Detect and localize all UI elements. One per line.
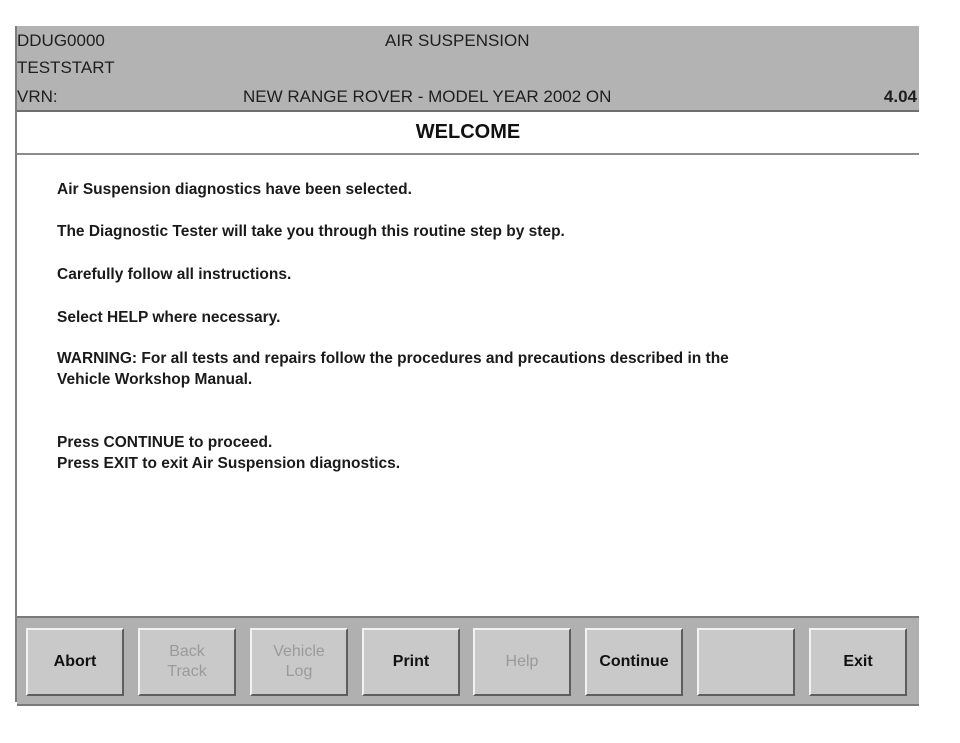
back-track-label: Back Track xyxy=(167,643,207,680)
system-title: AIR SUSPENSION xyxy=(385,31,530,50)
vehicle-model: NEW RANGE ROVER - MODEL YEAR 2002 ON xyxy=(243,87,612,106)
instruction-line: Air Suspension diagnostics have been selected. xyxy=(57,181,412,198)
page-title: WELCOME xyxy=(17,112,919,155)
help-button[interactable] xyxy=(473,628,571,696)
header-bar xyxy=(17,26,919,112)
instruction-line: Press CONTINUE to proceed. xyxy=(57,434,273,451)
print-button[interactable] xyxy=(362,628,460,696)
test-name: TESTSTART xyxy=(17,58,115,77)
vrn-label: VRN: xyxy=(17,87,58,106)
print-label: Print xyxy=(392,653,430,670)
warning-text: Vehicle Workshop Manual. xyxy=(57,371,253,388)
back-track-button[interactable] xyxy=(138,628,236,696)
software-version: 4.04 xyxy=(883,87,917,106)
help-label: Help xyxy=(505,653,539,670)
vehicle-log-button[interactable] xyxy=(250,628,348,696)
warning-text: WARNING: For all tests and repairs follow the procedures and precautions described in the xyxy=(57,350,729,367)
button-toolbar xyxy=(17,616,919,706)
diagnostic-screen xyxy=(15,26,919,702)
instruction-line: Select HELP where necessary. xyxy=(57,309,281,326)
abort-button[interactable] xyxy=(26,628,124,696)
instruction-line: Press EXIT to exit Air Suspension diagnostics. xyxy=(57,455,401,472)
screen-code: DDUG0000 xyxy=(17,31,105,50)
abort-label: Abort xyxy=(53,653,97,670)
continue-button[interactable] xyxy=(585,628,683,696)
instruction-line: The Diagnostic Tester will take you through this routine step by step. xyxy=(57,223,565,240)
continue-label: Continue xyxy=(599,653,669,670)
vehicle-log-label: Vehicle Log xyxy=(273,643,325,680)
exit-button[interactable] xyxy=(809,628,907,696)
blank-button[interactable] xyxy=(697,628,795,696)
instruction-line: Carefully follow all instructions. xyxy=(57,266,292,283)
exit-label: Exit xyxy=(843,653,873,670)
